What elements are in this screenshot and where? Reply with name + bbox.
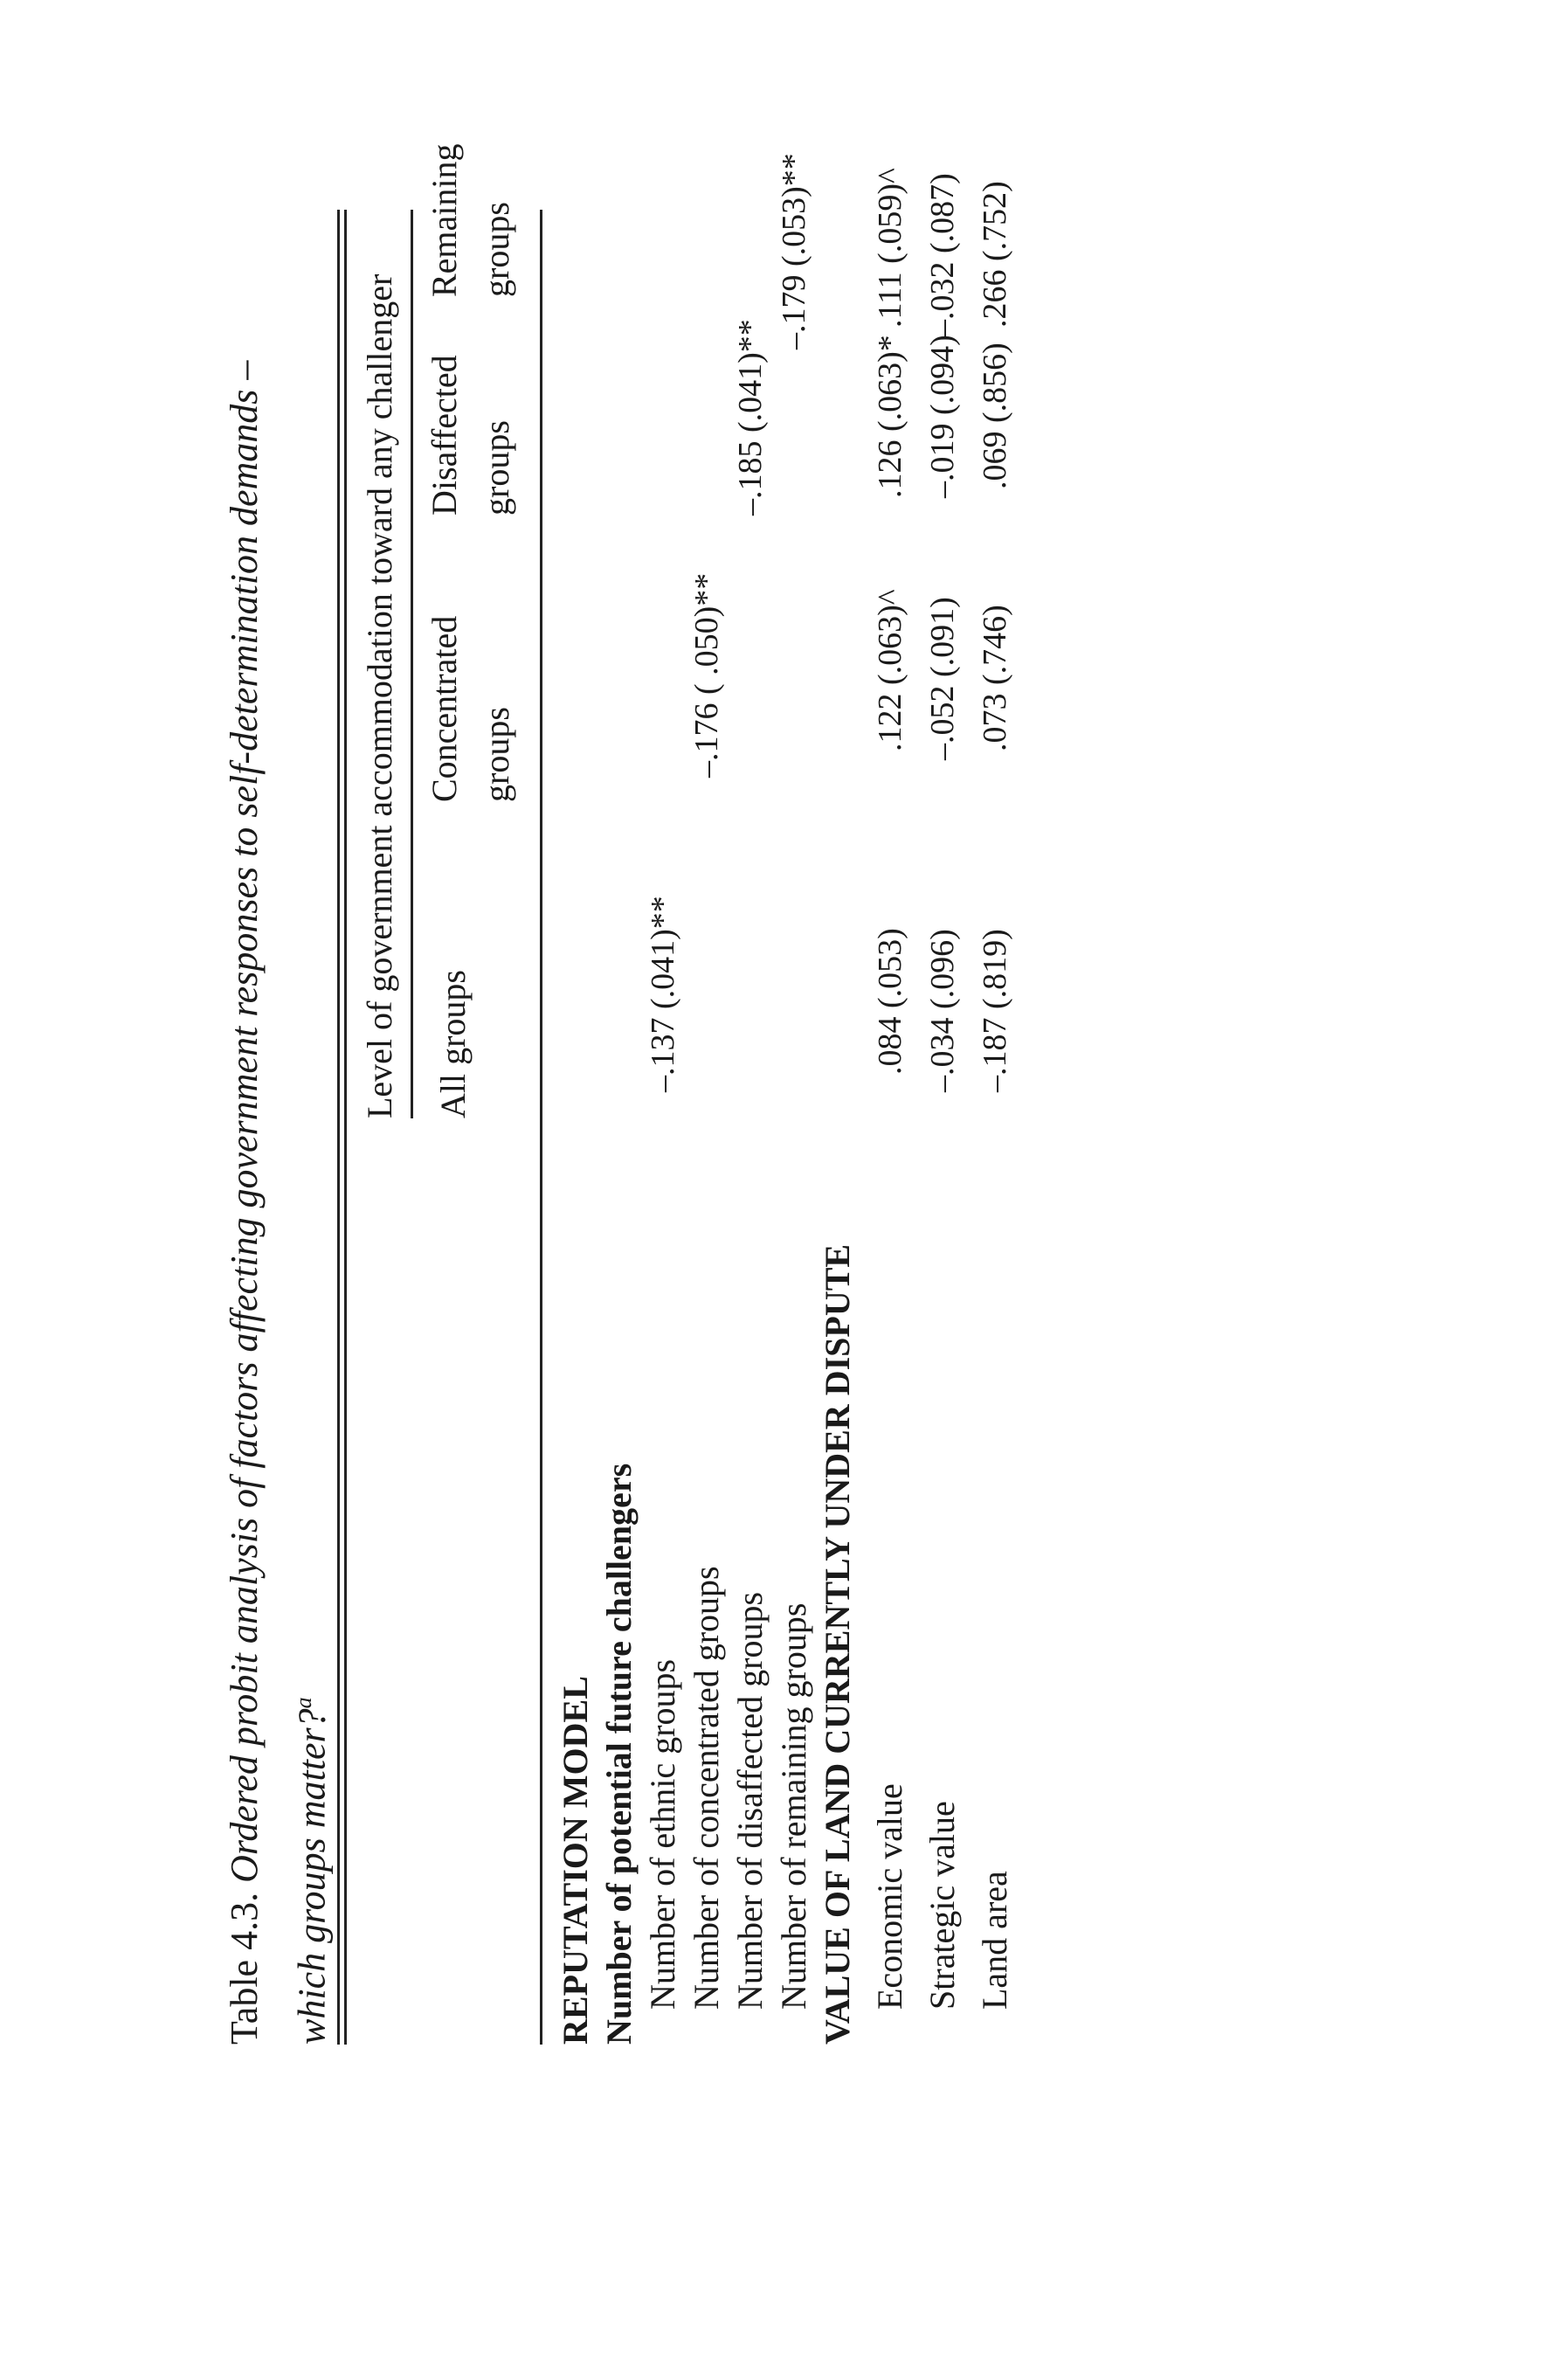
col-header-remaining-l1: Remaining	[425, 143, 464, 297]
cell-economic-concentrated: .122 (.063)^	[872, 589, 908, 751]
header-bottom-rule	[540, 210, 542, 2045]
section-land-value: VALUE OF LAND CURRENTLY UNDER DISPUTE	[818, 1243, 857, 2045]
caption-footnote-mark: a	[291, 1697, 316, 1709]
caption-title-continued: which groups matter?	[290, 1708, 334, 2045]
col-header-concentrated-l1: Concentrated	[425, 615, 464, 802]
row-label-strategic-value: Strategic value	[922, 1801, 962, 2010]
col-header-concentrated-l2: groups	[477, 707, 516, 802]
top-rule-1	[337, 210, 340, 2045]
col-header-all-l1: All groups	[433, 970, 473, 1118]
row-label-economic-value: Economic value	[870, 1783, 909, 2010]
cell-economic-remaining: .111 (.059)^	[872, 168, 908, 328]
header-span-rule	[411, 210, 413, 1118]
top-rule-2	[344, 210, 347, 2045]
row-label-ethnic-groups: Number of ethnic groups	[643, 1658, 682, 2010]
row-label-land-area: Land area	[975, 1871, 1014, 2010]
col-header-remaining-l2: groups	[477, 202, 516, 297]
cell-land-area-concentrated: .073 (.746)	[977, 605, 1013, 751]
table-caption	[206, 210, 342, 2045]
rotated-table-page	[206, 143, 1132, 2045]
caption-label: Table 4.3.	[223, 1892, 266, 2045]
cell-ethnic-all: –.137 (.041)**	[645, 896, 681, 1092]
cell-strategic-remaining: –.032 (.087)	[924, 173, 961, 336]
cell-strategic-concentrated: –.052 (.091)	[924, 597, 961, 760]
subsection-potential-challengers: Number of potential future challengers	[599, 1463, 639, 2045]
cell-land-area-remaining: .266 (.752)	[977, 181, 1013, 328]
cell-land-area-all: –.187 (.819)	[977, 929, 1013, 1092]
cell-remaining-remaining: –.179 (.053)**	[776, 153, 812, 349]
col-header-disaffected-l1: Disaffected	[425, 355, 464, 516]
col-header-disaffected-l2: groups	[477, 420, 516, 516]
cell-concentrated-concentrated: –.176 ( .050)**	[688, 572, 725, 778]
row-label-remaining-groups: Number of remaining groups	[774, 1602, 813, 2010]
header-span-label: Level of government accommodation toward any challenger	[360, 273, 399, 1118]
row-label-disaffected-groups: Number of disaffected groups	[730, 1591, 770, 2010]
cell-strategic-disaffected: –.019 (.094)	[924, 335, 961, 498]
section-reputation-model: REPUTATION MODEL	[556, 1676, 595, 2045]
cell-land-area-disaffected: .069 (.856)	[977, 343, 1013, 489]
cell-disaffected-disaffected: –.185 (.041)**	[732, 319, 769, 516]
cell-strategic-all: –.034 (.096)	[924, 929, 961, 1092]
caption-title: Ordered probit analysis of factors affecting government responses to self-determination demands –	[223, 360, 266, 1883]
row-label-concentrated-groups: Number of concentrated groups	[687, 1566, 726, 2010]
cell-economic-disaffected: .126 (.063)*	[872, 335, 908, 498]
cell-economic-all: .084 (.053)	[872, 928, 908, 1075]
